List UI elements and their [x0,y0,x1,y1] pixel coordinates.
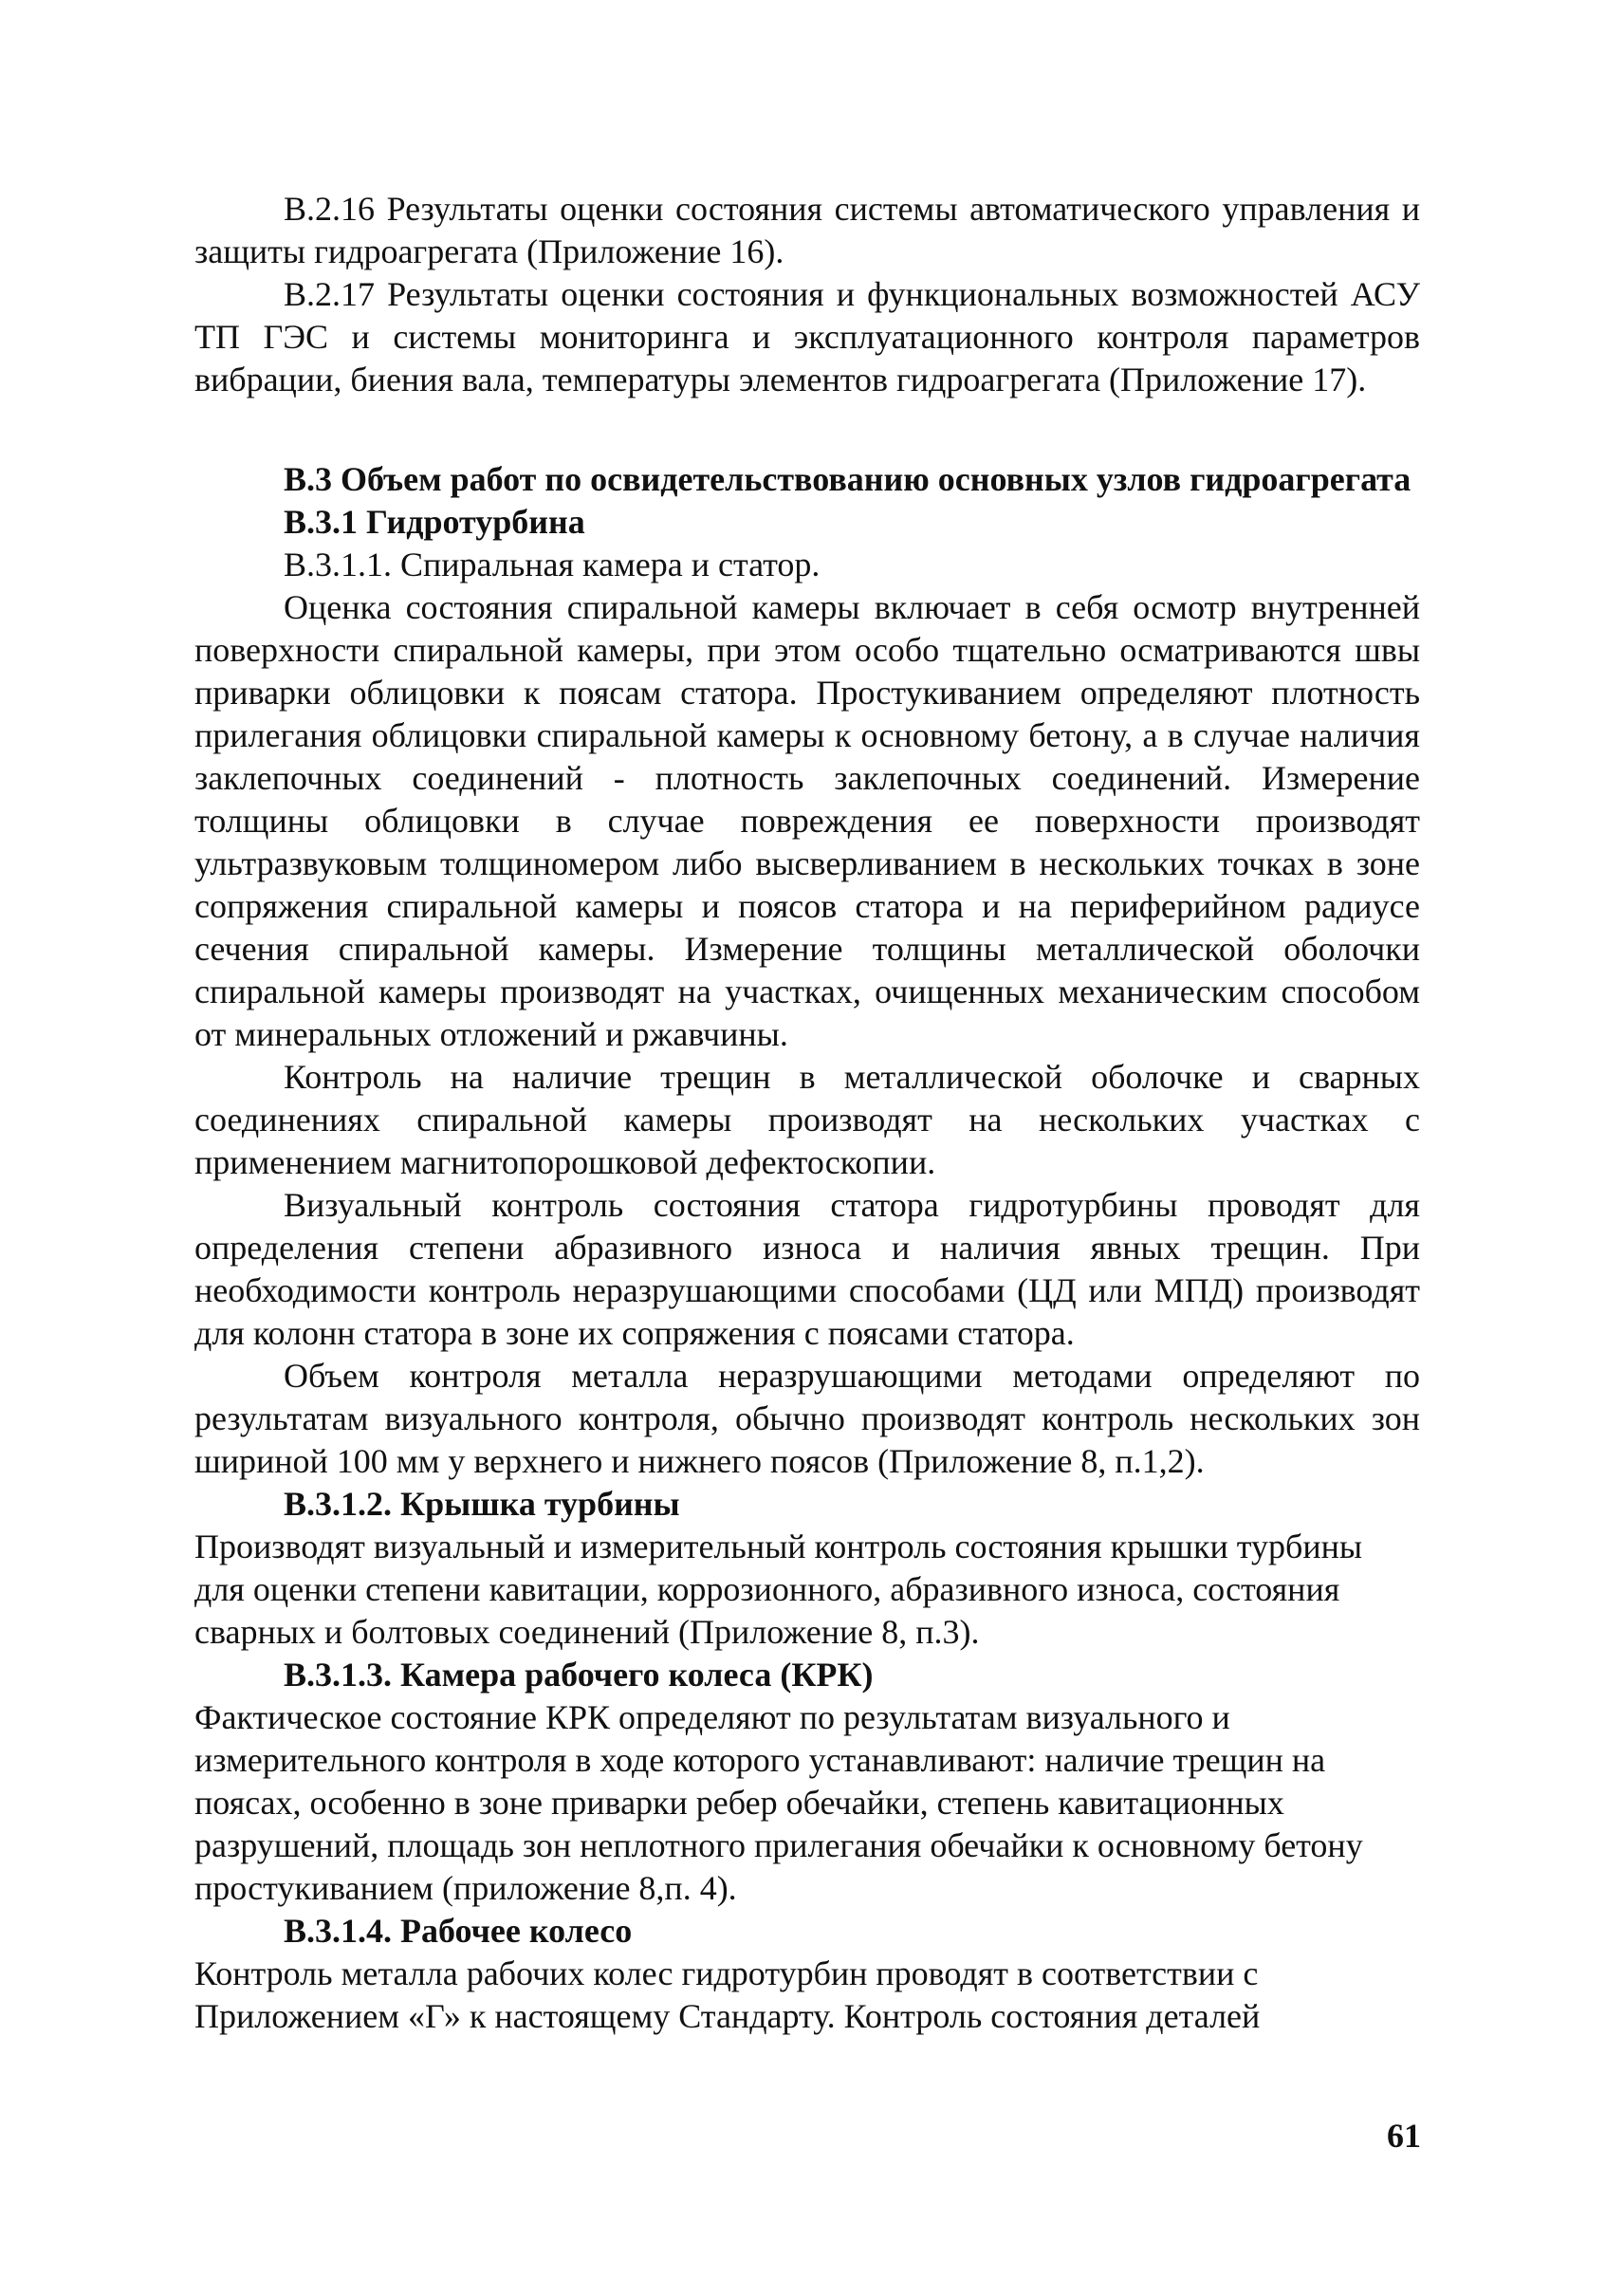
paragraph-turbine-cover: Производят визуальный и измерительный контроль состояния крышки турбины для оценки степени кавитации, коррозионного, абразивного износа, состояния сварных и болтовых соединений (Приложение 8, п.3). [194,1528,1363,1651]
page-number: 61 [1387,2117,1421,2155]
paragraph-spiral-chamber: Оценка состояния спиральной камеры включает в себя осмотр внутренней поверхности спиральной камеры, при этом особо тщательно осматриваются швы приварки облицовки к поясам статора. Простукиванием определяют плотность прилегания облицовки спиральной камеры к основному бетону, а в случае наличия заклепочных соединений - плотность заклепочных соединений. Измерение толщины облицовки в случае повреждения ее поверхности производят ультразвуковым толщиномером либо высверливанием в нескольких точках в зоне сопряжения спиральной камеры и поясов статора и на периферийном радиусе сечения спиральной камеры. Измерение толщины металлической оболочки спиральной камеры производят на участках, очищенных механическим способом от минеральных отложений и ржавчины. [194,588,1420,1053]
paragraph-krk: Фактическое состояние КРК определяют по результатам визуального и измерительного контроля в ходе которого устанавливают: наличие трещин на поясах, особенно в зоне приварки ребер обечайки, степень кавитационных разрушений, площадь зон неплотного прилегания обечайки к основному бетону простукиванием (приложение 8,п. 4). [194,1698,1363,1907]
heading-b31: В.3.1 Гидротурбина [284,503,585,541]
heading-b3: В.3 Объем работ по освидетельствованию основных узлов гидроагрегата [284,460,1411,498]
paragraph-b311: В.3.1.1. Спиральная камера и статор. [284,546,821,583]
paragraph-crack-control: Контроль на наличие трещин в металлической оболочке и сварных соединениях спиральной камеры производят на нескольких участках с применением магнитопорошковой дефектоскопии. [194,1058,1420,1181]
paragraph-control-volume: Объем контроля металла неразрушающими методами определяют по результатам визуального контроля, обычно производят контроль нескольких зон шириной 100 мм у верхнего и нижнего поясов (Приложение 8, п.1,2). [194,1357,1420,1480]
paragraph-b216: В.2.16 Результаты оценки состояния системы автоматического управления и защиты гидроагрегата (Приложение 16). [194,190,1420,270]
paragraph-b217: В.2.17 Результаты оценки состояния и функциональных возможностей АСУ ТП ГЭС и системы мониторинга и эксплуатационного контроля параметров вибрации, биения вала, температуры элементов гидроагрегата (Приложение 17). [194,275,1420,398]
heading-b314: В.3.1.4. Рабочее колесо [284,1912,633,1950]
paragraph-runner: Контроль металла рабочих колес гидротурбин проводят в соответствии с Приложением «Г» к настоящему Стандарту. Контроль состояния деталей [194,1954,1261,2035]
heading-b313: В.3.1.3. Камера рабочего колеса (КРК) [284,1656,874,1694]
heading-b312: В.3.1.2. Крышка турбины [284,1485,680,1523]
text-column [194,188,1420,2038]
paragraph-visual-control: Визуальный контроль состояния статора гидротурбины проводят для определения степени абразивного износа и наличия явных трещин. При необходимости контроль неразрушающими способами (ЦД или МПД) производят для колонн статора в зоне их сопряжения с поясами статора. [194,1186,1420,1352]
